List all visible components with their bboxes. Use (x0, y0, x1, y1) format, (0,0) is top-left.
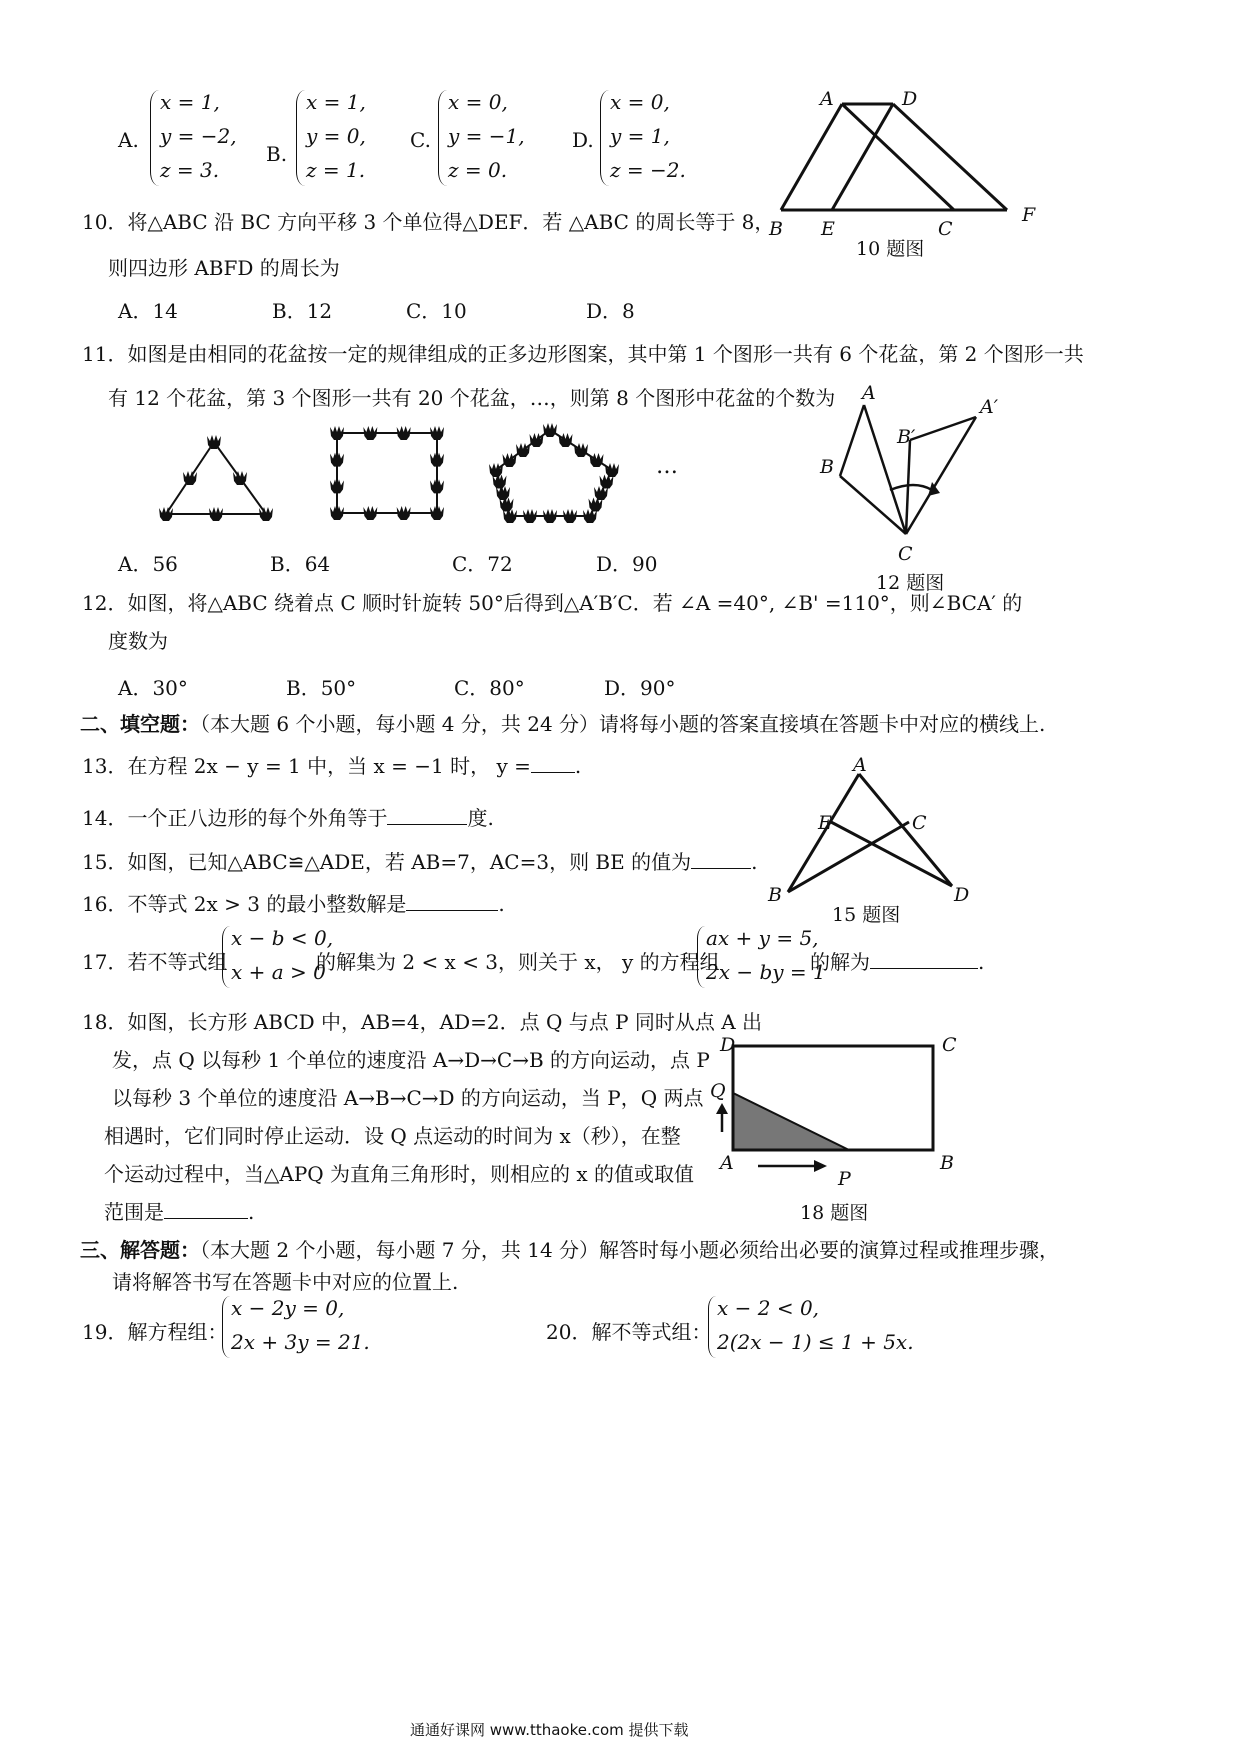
q16-answer-blank[interactable] (406, 910, 498, 911)
fig15-label-a: A (853, 754, 867, 776)
q17-system2-brace (697, 926, 705, 988)
flower-pot-icon (605, 463, 619, 477)
fig18-label-b: B (940, 1152, 954, 1174)
q9-option-c-line2: y = −1, (448, 124, 525, 148)
q15-end: . (751, 850, 758, 874)
flower-pot-icon (563, 509, 577, 523)
fig15-label-c: C (912, 812, 927, 834)
flower-pot-icon (430, 479, 444, 493)
q12-option-c: C．80° (454, 676, 525, 700)
flower-pot-icon (516, 443, 530, 457)
q9-option-d-line2: y = 1, (610, 124, 670, 148)
flower-pot-icon (159, 507, 173, 521)
fig10-caption: 10 题图 (856, 238, 925, 260)
flower-pot-icon (430, 453, 444, 467)
q18-last-text: 范围是 (104, 1200, 164, 1224)
q19-brace (222, 1296, 230, 1358)
fig12-caption: 12 题图 (876, 572, 945, 594)
q9-option-a-line3: z = 3. (160, 158, 220, 182)
fig10-label-d: D (902, 88, 918, 110)
section-3-description-2: 请将解答书写在答题卡中对应的位置上. (112, 1270, 459, 1294)
q12-option-b: B．50° (286, 676, 357, 700)
q13-answer-blank[interactable] (531, 772, 575, 773)
q11-option-a: A．56 (118, 552, 178, 576)
q9-option-b-line1: x = 1, (306, 90, 366, 114)
flower-pot-icon (183, 471, 197, 485)
flower-pot-icon (500, 498, 514, 512)
fig12-label-c: C (898, 543, 913, 565)
q13-end: . (574, 754, 582, 778)
q9-option-d-brace (600, 90, 609, 186)
flower-pot-icon (493, 475, 507, 489)
fig15-caption: 15 题图 (832, 904, 901, 926)
q13-text: 13．在方程 2x − y = 1 中，当 x = −1 时， y = (82, 754, 531, 778)
q17-system2-line2: 2x − by = 1 (706, 960, 826, 984)
flower-pot-icon (543, 509, 557, 523)
flower-pot-icon (590, 453, 604, 467)
fig18-caption: 18 题图 (800, 1202, 869, 1224)
q9-option-a-brace (150, 90, 159, 186)
fig10-label-f: F (1022, 204, 1036, 226)
q20-brace (708, 1296, 716, 1358)
flower-pot-icon (397, 426, 411, 440)
q17-suffix (810, 946, 984, 975)
q11-line1: 11．如图是由相同的花盆按一定的规律组成的正多边形图案，其中第 1 个图形一共有 6 个花盆，第 2 个图形一共 (82, 342, 1084, 366)
q17-system2-line1: ax + y = 5, (706, 926, 819, 950)
q15 (82, 846, 757, 875)
q17-system1-brace (222, 926, 230, 988)
q10-line1: 10．将△ABC 沿 BC 方向平移 3 个单位得△DEF．若 △ABC 的周长等于 8， (82, 210, 775, 234)
q12-option-d: D．90° (604, 676, 676, 700)
fig15-label-e: E (818, 812, 832, 834)
flower-pot-icon (600, 475, 614, 489)
flower-pot-marks (159, 423, 619, 523)
q9-option-b-line3: z = 1. (306, 158, 366, 182)
q18-answer-blank[interactable] (164, 1218, 248, 1219)
q17-middle: 的解集为 2 < x < 3，则关于 x， y 的方程组 (316, 950, 720, 974)
flower-pot-icon (397, 506, 411, 520)
q19-line2: 2x + 3y = 21. (231, 1330, 370, 1354)
q10-option-b: B．12 (272, 299, 333, 323)
q11-option-d: D．90 (596, 552, 658, 576)
fig12-label-a: A (862, 382, 876, 404)
flower-pot-icon (259, 507, 273, 521)
flower-pot-icon (330, 479, 344, 493)
footer-credit: 通通好课网 www.tthaoke.com 提供下载 (410, 1721, 689, 1739)
q9-option-d-label: D. (572, 128, 594, 152)
fig12-label-b: B (820, 456, 834, 478)
q16-end: . (498, 892, 505, 916)
flower-pot-icon (530, 433, 544, 447)
fig18-label-p: P (838, 1168, 851, 1190)
q18-line4: 相遇时，它们同时停止运动．设 Q 点运动的时间为 x（秒），在整 (104, 1124, 681, 1148)
flower-pot-icon (594, 486, 608, 500)
q9-option-a-label: A. (118, 128, 139, 152)
q10-line2: 则四边形 ABFD 的周长为 (108, 256, 340, 280)
fig12-label-b-prime: B′ (897, 426, 916, 448)
q12-option-a: A．30° (118, 676, 188, 700)
fig10-label-b: B (769, 218, 783, 240)
q17-system1-line2: x + a > 0 (231, 960, 326, 984)
q18-line5: 个运动过程中，当△APQ 为直角三角形时，则相应的 x 的值或取值 (104, 1162, 695, 1186)
flower-pot-icon (583, 509, 597, 523)
q11-option-b: B．64 (270, 552, 331, 576)
fig10-label-c: C (938, 218, 953, 240)
fig10-label-a: A (820, 88, 834, 110)
q18-end: . (248, 1200, 255, 1224)
q17-end: . (978, 950, 985, 974)
q9-option-d-line3: z = −2. (610, 158, 686, 182)
fig18-label-q: Q (710, 1080, 726, 1102)
q20-line2: 2(2x − 1) ≤ 1 + 5x. (717, 1330, 914, 1354)
q9-option-d-line1: x = 0, (610, 90, 670, 114)
q19-prefix: 19．解方程组： (82, 1320, 228, 1344)
flower-pot-icon (489, 463, 503, 477)
fig18-label-c: C (942, 1034, 957, 1056)
q14-end: 度. (467, 806, 494, 830)
section-2-description: （本大题 6 个小题，每小题 4 分，共 24 分）请将每小题的答案直接填在答题卡中对应的横线上. (200, 712, 1046, 736)
flower-pot-icon (330, 453, 344, 467)
flower-pot-icon (233, 471, 247, 485)
fig15-label-d: D (954, 884, 970, 906)
q12-line1: 12．如图，将△ABC 绕着点 C 顺时针旋转 50°后得到△A′B′C．若 ∠A =40°, ∠B' =110°，则∠BCA′ 的 (82, 591, 1023, 615)
q20-prefix: 20．解不等式组： (546, 1320, 712, 1344)
flower-pot-icon (523, 509, 537, 523)
q9-option-b-brace (296, 90, 305, 186)
q9-option-a-line1: x = 1, (160, 90, 220, 114)
flower-pot-icon (559, 433, 573, 447)
q11-line2: 有 12 个花盆，第 3 个图形一共有 20 个花盆，…，则第 8 个图形中花盆的个数为 (108, 386, 836, 410)
q13 (82, 750, 581, 779)
q9-option-c-line3: z = 0. (448, 158, 508, 182)
section-2-heading (80, 708, 1045, 737)
q20-line1: x − 2 < 0, (717, 1296, 820, 1320)
flower-pot-icon (503, 509, 517, 523)
figure-10-lines (781, 104, 1007, 210)
flower-pot-icon (209, 507, 223, 521)
q18-line3: 以每秒 3 个单位的速度沿 A→B→C→D 的方向运动，当 P，Q 两点 (112, 1086, 704, 1110)
fig12-label-a-prime: A′ (980, 396, 999, 418)
q10-option-c: C．10 (406, 299, 467, 323)
flower-pot-icon (543, 423, 557, 437)
q14 (82, 802, 494, 831)
flower-pot-icon (496, 486, 510, 500)
flower-pot-icon (430, 426, 444, 440)
q9-option-c-brace (438, 90, 447, 186)
q17-answer-blank[interactable] (870, 968, 978, 969)
q10-option-d: D．8 (586, 299, 635, 323)
section-3-title: 三、解答题： (80, 1238, 200, 1262)
fig15-label-b: B (768, 884, 782, 906)
q9-option-b-label: B. (266, 142, 288, 166)
flower-pot-icon (503, 453, 517, 467)
flower-pot-icon (363, 426, 377, 440)
section-3-heading (80, 1234, 1059, 1263)
q14-text: 14．一个正八边形的每个外角等于 (82, 806, 388, 830)
pot-figure-frames (166, 430, 612, 516)
section-3-description: （本大题 2 个小题，每小题 7 分，共 14 分）解答时每小题必须给出必要的演算过程或推理步骤， (200, 1238, 1060, 1262)
q16 (82, 888, 505, 917)
flower-pot-icon (430, 506, 444, 520)
q19-line1: x − 2y = 0, (231, 1296, 345, 1320)
q17-system1-line1: x − b < 0, (231, 926, 334, 950)
q17-prefix: 17．若不等式组 (82, 950, 228, 974)
q11-ellipsis: … (656, 454, 678, 479)
q17-suffix-text: 的解为 (810, 950, 870, 974)
q9-option-c-line1: x = 0, (448, 90, 508, 114)
q16-text: 16．不等式 2x > 3 的最小整数解是 (82, 892, 407, 916)
q18-line1: 18．如图，长方形 ABCD 中，AB=4，AD=2．点 Q 与点 P 同时从点 A 出 (82, 1010, 763, 1034)
flower-pot-icon (207, 435, 221, 449)
section-2-title: 二、填空题： (80, 712, 200, 736)
q15-text: 15．如图，已知△ABC≌△ADE，若 AB=7，AC=3，则 BE 的值为 (82, 850, 692, 874)
flower-pot-icon (589, 498, 603, 512)
q9-option-b-line2: y = 0, (306, 124, 366, 148)
q14-answer-blank[interactable] (387, 824, 467, 825)
q9-option-a-line2: y = −2, (160, 124, 237, 148)
q12-line2: 度数为 (108, 629, 168, 653)
q15-answer-blank[interactable] (691, 868, 751, 869)
flower-pot-icon (330, 426, 344, 440)
q18-line6 (104, 1196, 254, 1225)
q10-option-a: A．14 (118, 299, 178, 323)
flower-pot-icon (574, 443, 588, 457)
q18-line2: 发，点 Q 以每秒 1 个单位的速度沿 A→D→C→B 的方向运动，点 P (112, 1048, 710, 1072)
q11-option-c: C．72 (452, 552, 513, 576)
flower-pot-icon (363, 506, 377, 520)
q9-option-c-label: C. (410, 128, 431, 152)
fig18-label-a: A (720, 1152, 734, 1174)
fig10-label-e: E (821, 218, 835, 240)
flower-pot-icon (330, 506, 344, 520)
fig18-label-d: D (720, 1034, 736, 1056)
